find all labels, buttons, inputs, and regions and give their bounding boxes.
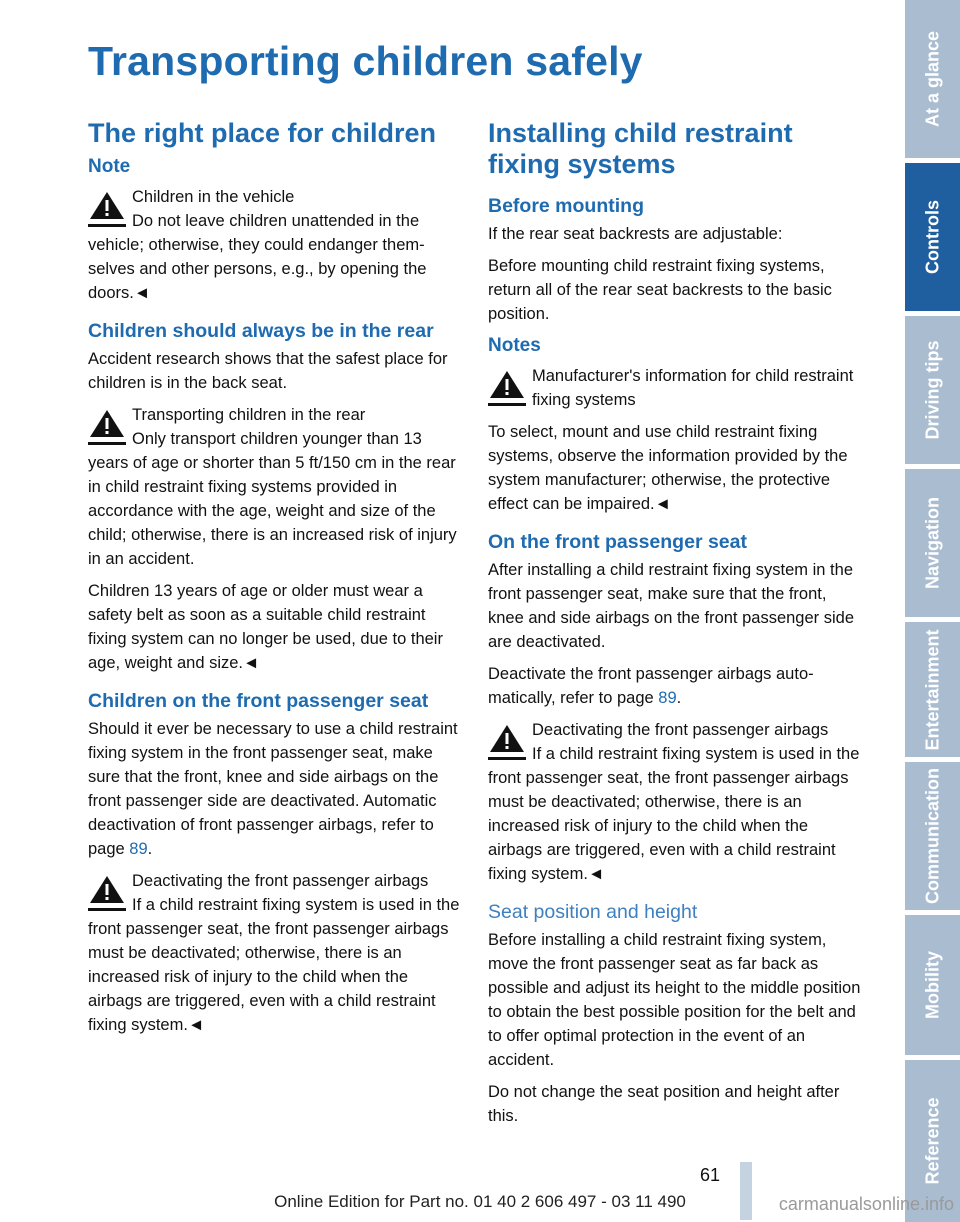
warning-transport-rear [88,403,463,571]
section-title-right-place: The right place for children [88,118,437,148]
tab-mobility[interactable]: Mobility [905,915,960,1055]
watermark: carmanualsonline.info [778,1194,954,1214]
subheading-before-mounting: Before mounting [488,195,644,217]
warning-title: Deactivating the front passenger airbags [132,872,429,890]
warning-text: If a child restraint fixing system is used in the front passenger seat, the front passenger airbags must be deactivated; otherwise, there is an increased risk of injury to the child when the airbags are triggered, even with a child restraint fixing system.◄ [88,896,460,1034]
tab-controls[interactable]: Controls [905,163,960,311]
page-link[interactable]: 89 [658,689,677,707]
warning-title: Deactivating the front passenger airbags [532,721,829,739]
warning-children-in-vehicle [88,185,463,305]
tab-at-a-glance[interactable]: At a glance [905,0,960,158]
tab-navigation[interactable]: Navigation [905,469,960,617]
tab-driving-tips[interactable]: Driving tips [905,316,960,464]
warning-title: Transporting children in the rear [132,406,366,424]
warning-manufacturer-info [488,364,863,412]
warning-icon [88,873,126,913]
right-column [488,118,863,1136]
section-title-installing: Installing child restraint fixing systems [488,118,793,179]
warning-title: Manufacturer's information for child restraint fixing systems [532,367,854,409]
subheading-seat-position: Seat position and height [488,901,698,923]
paragraph: Children 13 years of age or older must wear a safety belt as soon as a suitable child restraint fixing system can no longer be used, due to their age, weight and size.◄ [88,582,443,672]
notes-heading: Notes [488,335,541,356]
subheading-rear: Children should always be in the rear [88,320,434,342]
paragraph: Before installing a child restraint fixing system, move the front passenger seat as far back as possible and adjust its height to the middle position to obtain the best possible position for the belt and to offer optimal protection in the event of an accident. [488,931,861,1069]
subheading-front-passenger: Children on the front passenger seat [88,690,429,712]
paragraph: Deactivate the front passenger airbags automatically, refer to page 89. [488,665,814,707]
warning-text: If a child restraint fixing system is used in the front passenger seat, the front passenger airbags must be deactivated; otherwise, there is an increased risk of injury to the child when the airbags are triggered, even with a child restraint fixing system.◄ [488,745,860,883]
note-heading: Note [88,156,131,177]
page-title: Transporting children safely [88,38,643,84]
page-link[interactable]: 89 [129,840,148,858]
warning-icon [88,189,126,229]
warning-deactivating-airbags [88,869,463,1037]
warning-title: Children in the vehicle [132,188,295,206]
tab-reference[interactable]: Reference [905,1060,960,1222]
warning-icon [488,722,526,762]
tab-communication[interactable]: Communication [905,762,960,910]
page-number: 61 [700,1165,721,1185]
warning-text: Only transport children younger than 13 years of age or shorter than 5 ft/150 cm in the rear in child restraint fixing systems provided in accordance with the age, weight and size of the child; otherwise, there is an increased risk of injury in an accident. [88,430,457,568]
warning-icon [88,407,126,447]
warning-icon [488,368,526,408]
paragraph: To select, mount and use child restraint fixing systems, observe the information provided by the system manufacturer; otherwise, the protective effect can be impaired.◄ [488,423,848,513]
left-column [88,118,463,1045]
warning-text: Do not leave children unattended in the vehicle; otherwise, they could endanger themselves and other persons, e.g., by opening the doors.◄ [88,212,427,302]
paragraph: Before mounting child restraint fixing systems, return all of the rear seat backrests to the basic position. [488,257,832,323]
paragraph: Accident research shows that the safest place for children is in the back seat. [88,350,448,392]
paragraph: Do not change the seat position and height after this. [488,1083,840,1125]
footer: Online Edition for Part no. 01 40 2 606 497 - 03 11 490 [274,1192,686,1211]
warning-deactivating-airbags [488,718,863,886]
paragraph: If the rear seat backrests are adjustable: [488,225,783,243]
tab-entertainment[interactable]: Entertainment [905,622,960,757]
paragraph: After installing a child restraint fixing system in the front passenger seat, make sure that the front, knee and side airbags on the front passenger side are deactivated. [488,561,854,651]
subheading-front-seat: On the front passenger seat [488,531,747,553]
paragraph: Should it ever be necessary to use a child restraint fixing system in the front passenger seat, make sure that the front, knee and side airbags on the front passenger side are deactivated. Automatic deactivation of front passenger airbags, refer to page 89. [88,720,458,858]
